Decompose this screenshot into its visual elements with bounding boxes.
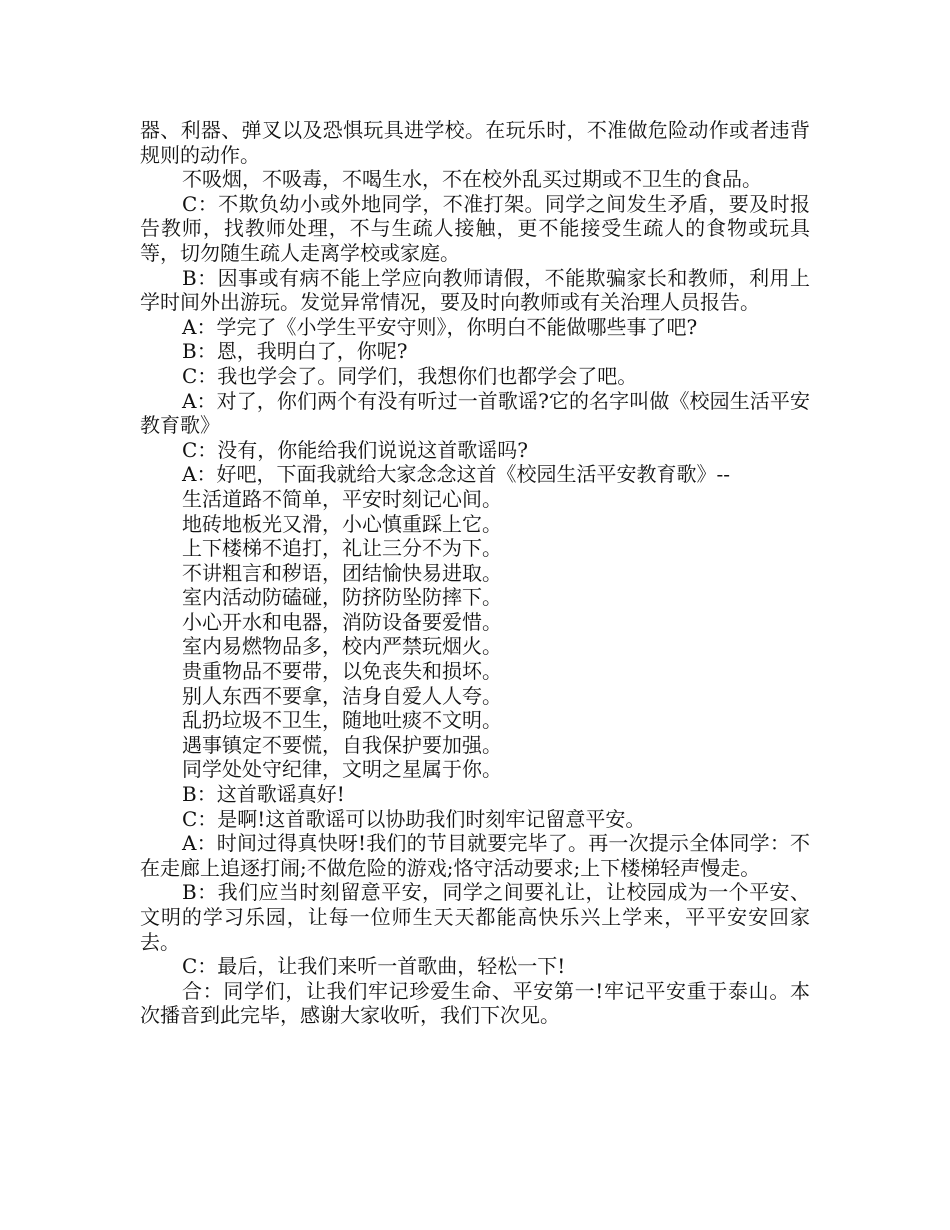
paragraph-continuation: 器、利器、弹叉以及恐惧玩具进学校。在玩乐时，不准做危险动作或者违背规则的动作。 xyxy=(140,118,810,167)
paragraph-c-remember: C：是啊!这首歌谣可以协助我们时刻牢记留意平安。 xyxy=(182,806,646,831)
verse-line: 室内活动防磕碰，防挤防坠防摔下。 xyxy=(182,585,502,610)
paragraph-c-song: C：最后，让我们来听一首歌曲，轻松一下! xyxy=(182,954,566,979)
verse-line: 遇事镇定不要慌，自我保护要加强。 xyxy=(182,732,502,757)
paragraph-c-request: C：没有，你能给我们说说这首歌谣吗? xyxy=(182,437,529,462)
paragraph-a-reminder: A：时间过得真快呀!我们的节目就要完毕了。再一次提示全体同学：不在走廊上追逐打闹;不做危险的游戏;恪守活动要求;上下楼梯轻声慢走。 xyxy=(140,831,810,880)
paragraph-b-praise: B：这首歌谣真好! xyxy=(182,782,345,807)
verse-line: 小心开水和电器，消防设备要爱惜。 xyxy=(182,609,502,634)
paragraph-c-no-bullying: C：不欺负幼小或外地同学，不准打架。同学之间发生矛盾，要及时报告教师，找教师处理，不与生疏人接触，更不能接受生疏人的食物或玩具等，切勿随生疏人走离学校或家庭。 xyxy=(140,191,810,265)
paragraph-b-leave-request: B：因事或有病不能上学应向教师请假，不能欺骗家长和教师，利用上学时间外出游玩。发觉异常情况，要及时向教师或有关治理人员报告。 xyxy=(140,265,810,315)
paragraph-closing: 合：同学们，让我们牢记珍爱生命、平安第一!牢记平安重于泰山。本次播音到此完毕，感谢大家收听，我们下次见。 xyxy=(140,978,810,1028)
verse-line: 地砖地板光又滑，小心慎重踩上它。 xyxy=(182,511,502,536)
verse-line: 贵重物品不要带，以免丧失和损坏。 xyxy=(182,659,502,684)
paragraph-a-rules-learned: A：学完了《小学生平安守则》，你明白不能做哪些事了吧? xyxy=(182,314,698,339)
verse-line: 同学处处守纪律，文明之星属于你。 xyxy=(182,757,502,782)
verse-line: 上下楼梯不追打，礼让三分不为下。 xyxy=(182,536,502,561)
verse-line: 室内易燃物品多，校内严禁玩烟火。 xyxy=(182,634,502,659)
paragraph-no-smoking: 不吸烟，不吸毒，不喝生水，不在校外乱买过期或不卫生的食品。 xyxy=(182,167,762,192)
paragraph-b-safety: B：我们应当时刻留意平安，同学之间要礼让，让校园成为一个平安、文明的学习乐园，让每一位师生天天都能高快乐兴上学来，平平安安回家去。 xyxy=(140,880,810,954)
verse-line: 不讲粗言和秽语，团结愉快易进取。 xyxy=(182,560,502,585)
paragraph-a-song-intro: A：对了，你们两个有没有听过一首歌谣?它的名字叫做《校园生活平安教育歌》 xyxy=(140,388,810,438)
document-page xyxy=(140,118,810,1028)
paragraph-b-understood: B：恩，我明白了，你呢? xyxy=(182,339,408,364)
paragraph-a-recite: A：好吧，下面我就给大家念念这首《校园生活平安教育歌》-- xyxy=(182,462,730,487)
verse-line: 乱扔垃圾不卫生，随地吐痰不文明。 xyxy=(182,708,502,733)
verse-line: 生活道路不简单，平安时刻记心间。 xyxy=(182,486,502,511)
verse-line: 别人东西不要拿，洁身自爱人人夸。 xyxy=(182,683,502,708)
paragraph-c-learned: C：我也学会了。同学们，我想你们也都学会了吧。 xyxy=(182,363,638,388)
